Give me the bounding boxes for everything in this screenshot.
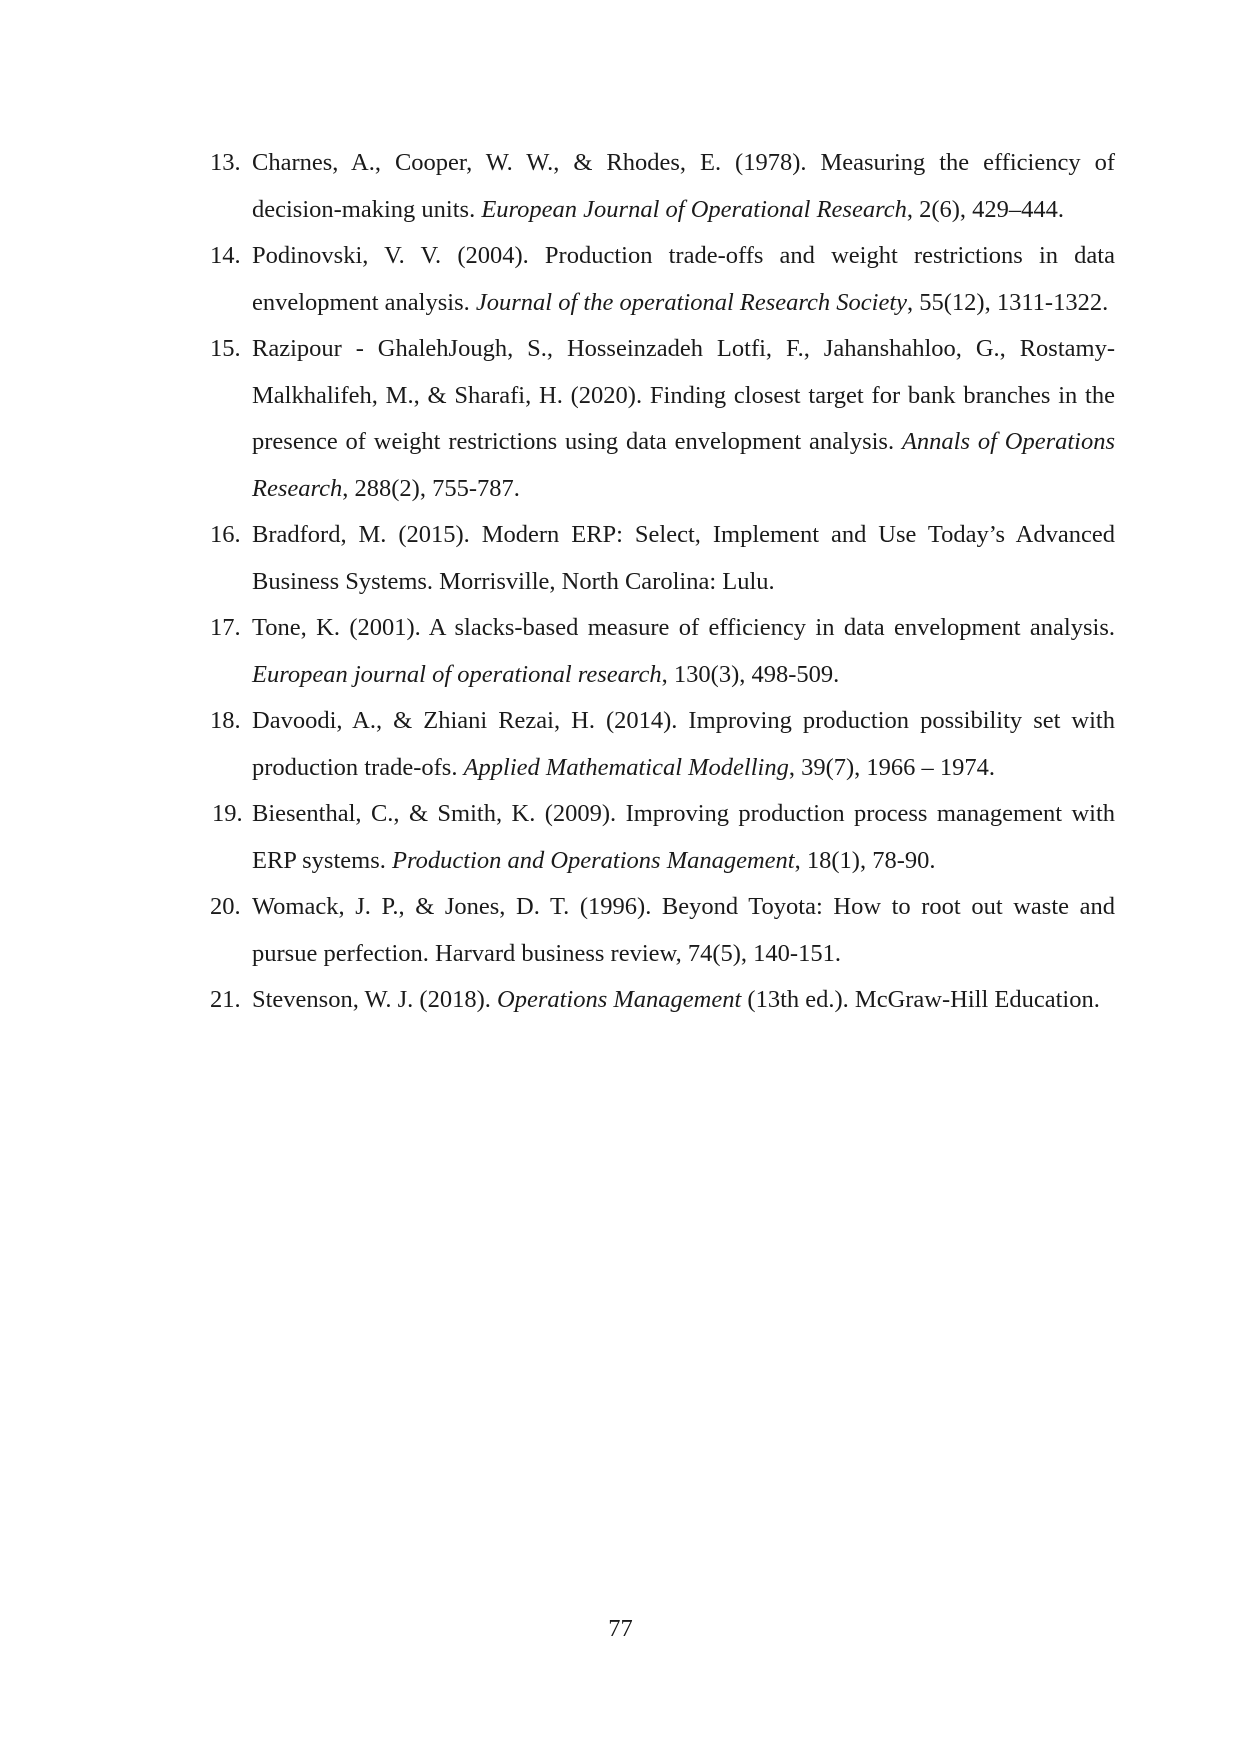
reference-authors-title: Razipour - GhalehJough, S., Hosseinzadeh Lotfi, F., Jahanshahloo, G., Rostamy-Malkhalifeh, M., & Sharafi, H. (2020). Finding closest target for bank branches in the presence of weight restrictions using data envelopment analysis. [252, 335, 1115, 455]
reference-authors-title: Davoodi, A., & Zhiani Rezai, H. (2014). Improving production possibility set with production trade-ofs. [252, 707, 1115, 781]
reference-number: 21. [210, 986, 241, 1013]
reference-details: , 18(1), 78-90. [794, 846, 936, 874]
reference-number: 14. [210, 242, 241, 269]
reference-text [252, 605, 1115, 698]
reference-details: , 2(6), 429–444. [906, 195, 1065, 223]
reference-journal: Production and Operations Management [392, 846, 795, 874]
reference-text [252, 977, 1115, 1024]
page-number: 77 [608, 1615, 633, 1642]
reference-item [210, 698, 1115, 791]
reference-journal: European Journal of Operational Research [481, 195, 907, 223]
reference-item [210, 791, 1115, 884]
reference-journal: European journal of operational research [252, 660, 662, 688]
reference-authors-title: Charnes, A., Cooper, W. W., & Rhodes, E. (1978). Measuring the efficiency of decision-making units. [252, 149, 1115, 223]
reference-authors-title: Womack, J. P., & Jones, D. T. (1996). Beyond Toyota: How to root out waste and pursue perfection. Harvard business review, 74(5), 140-151. [252, 893, 1115, 967]
reference-text [252, 791, 1115, 884]
reference-number: 18. [210, 707, 241, 734]
reference-number: 15. [210, 335, 241, 362]
reference-journal: Annals of Operations Research [252, 428, 1115, 502]
reference-details: , 39(7), 1966 – 1974. [788, 753, 996, 781]
reference-authors-title: Biesenthal, C., & Smith, K. (2009). Improving production process management with ERP systems. [252, 800, 1115, 874]
reference-item [210, 884, 1115, 977]
reference-item [210, 233, 1115, 326]
reference-text [252, 512, 1115, 605]
reference-item [210, 977, 1115, 1024]
reference-text [252, 140, 1115, 233]
reference-journal: Operations Management [497, 986, 742, 1013]
reference-number: 16. [210, 521, 241, 548]
reference-journal: Applied Mathematical Modelling [463, 753, 789, 781]
reference-text [252, 698, 1115, 791]
reference-text [252, 884, 1115, 977]
reference-journal: Journal of the operational Research Society [475, 288, 908, 316]
reference-authors-title: Stevenson, W. J. (2018). [252, 986, 497, 1013]
reference-item [210, 512, 1115, 605]
reference-authors-title: Podinovski, V. V. (2004). Production trade-offs and weight restrictions in data envelopment analysis. [252, 242, 1115, 316]
reference-text [252, 233, 1115, 326]
reference-details: , 288(2), 755-787. [342, 474, 520, 502]
reference-list [210, 140, 1115, 1024]
reference-number: 17. [210, 614, 241, 641]
reference-number: 20. [210, 893, 241, 920]
reference-details: (13th ed.). McGraw-Hill Education. [741, 986, 1100, 1013]
reference-details: , 130(3), 498-509. [661, 660, 840, 688]
reference-number: 19. [212, 800, 243, 827]
reference-authors-title: Tone, K. (2001). A slacks-based measure of efficiency in data envelopment analysis. [252, 614, 1115, 641]
reference-item [210, 605, 1115, 698]
reference-item [210, 140, 1115, 233]
reference-item [210, 326, 1115, 512]
reference-number: 13. [210, 149, 241, 176]
reference-text [252, 326, 1115, 512]
reference-authors-title: Bradford, M. (2015). Modern ERP: Select, Implement and Use Today’s Advanced Business Systems. Morrisville, North Carolina: Lulu. [252, 521, 1115, 595]
reference-details: , 55(12), 1311-1322. [907, 288, 1109, 316]
